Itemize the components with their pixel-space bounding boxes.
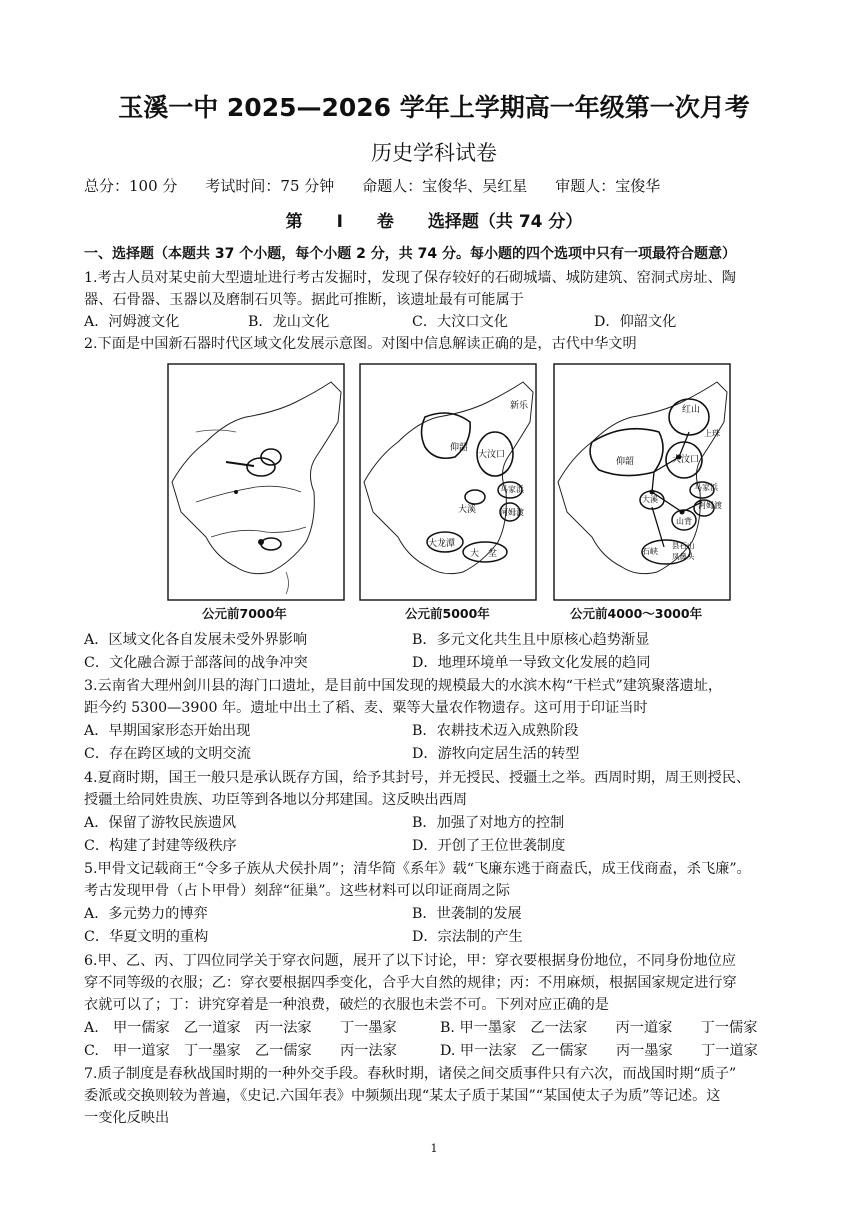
label-shanbei: 山背 xyxy=(676,517,692,526)
q7-line-3: 一变化反映出 xyxy=(84,1110,170,1126)
label-dawenkou-2: 大汶口 xyxy=(478,450,506,460)
q4-option-d: D．开创了王位世袭制度 xyxy=(412,838,566,854)
map-caption-3: 公元前4000～3000年 xyxy=(570,606,703,621)
label-dalongtan: 大龙潭 xyxy=(428,539,456,549)
reviewer: 审题人：宝俊华 xyxy=(555,177,661,195)
label-hemudu-3: 河姆渡 xyxy=(698,501,722,510)
q1-line-2: 器、石骨器、玉器以及磨制石贝等。据此可推断，该遗址最有可能属于 xyxy=(84,292,524,308)
q3-line-1: 3.云南省大理州剑川县的海门口遗址，是目前中国发现的规模最大的水滨木构“干栏式”建筑聚落遗址， xyxy=(84,678,723,694)
label-dawenkou-3: 大汶口 xyxy=(672,455,700,465)
q1-option-a: A．河姆渡文化 xyxy=(84,314,180,330)
q5-option-d: D．宗法制的产生 xyxy=(412,929,523,945)
q1-option-b: B．龙山文化 xyxy=(248,314,330,330)
q3-option-b: B．农耕技术迈入成熟阶段 xyxy=(412,723,579,739)
authors: 命题人：宝俊华、吴红星 xyxy=(362,177,528,195)
q2-option-b: B．多元文化共生且中原核心趋势渐显 xyxy=(412,632,650,648)
label-fengbitou: 凤鼻头 xyxy=(672,552,695,561)
label-majiabang-3: 马家浜 xyxy=(694,483,718,492)
q7-line-2: 委派或交换则较为普遍，《史记.六国年表》中频频出现“某太子质于某国”“某国使太子为质”等记述。这 xyxy=(84,1088,721,1104)
label-shangzhu: 上珠 xyxy=(704,429,720,438)
map-caption-2: 公元前5000年 xyxy=(405,606,490,621)
q5-option-c: C．华夏文明的重构 xyxy=(84,929,209,945)
q6-option-c: C. 甲一道家 丁一墨家 乙一儒家 丙一法家 xyxy=(84,1043,397,1059)
label-daben: 大 坌 xyxy=(470,549,498,559)
q4-line-2: 授疆土给同姓贵族、功臣等到各地以分邦建国。这反映出西周 xyxy=(84,792,468,808)
label-shixia: 石峡 xyxy=(642,547,658,556)
q2-option-c: C．文化融合源于部落间的战争冲突 xyxy=(84,655,308,671)
map-4000-3000bc xyxy=(554,364,730,600)
exam-time: 考试时间：75 分钟 xyxy=(205,177,335,195)
label-yangshao-2: 仰韶 xyxy=(450,443,469,453)
total-score: 总分：100 分 xyxy=(84,177,178,195)
label-hongshan: 红山 xyxy=(682,405,701,415)
q3-option-d: D．游牧向定居生活的转型 xyxy=(412,746,580,762)
maps-figure xyxy=(166,362,732,624)
q5-option-b: B．世袭制的发展 xyxy=(412,906,522,922)
q1-option-c: C．大汶口文化 xyxy=(412,314,508,330)
q2-line-1: 2.下面是中国新石器时代区域文化发展示意图。对图中信息解读正确的是，古代中华文明 xyxy=(84,336,637,352)
label-yangshao-3: 仰韶 xyxy=(616,457,635,467)
q2-option-a: A．区域文化各自发展未受外界影响 xyxy=(84,632,308,648)
q4-option-a: A．保留了游牧民族遗风 xyxy=(84,815,237,831)
q3-option-a: A．早期国家形态开始出现 xyxy=(84,723,251,739)
label-xinle: 新乐 xyxy=(510,401,529,411)
section-heading: 一、选择题（本题共 37 个小题，每个小题 2 分，共 74 分。每小题的四个选项中只有一项最符合题意） xyxy=(84,246,736,262)
q3-line-2: 距今约 5300—3900 年。遗址中出土了稻、麦、粟等大量农作物遗存。这可用于印证当时 xyxy=(84,700,648,716)
exam-meta xyxy=(84,175,688,196)
page-number: 1 xyxy=(430,1142,438,1155)
map-caption-1: 公元前7000年 xyxy=(202,606,287,621)
exam-title: 玉溪一中 2025—2026 学年上学期高一年级第一次月考 xyxy=(118,93,750,122)
q6-line-3: 衣就可以了；丁：讲究穿着是一种浪费，破烂的衣服也未尝不可。下列对应正确的是 xyxy=(84,997,609,1013)
q4-option-b: B．加强了对地方的控制 xyxy=(412,815,565,831)
label-xianshishan: 县石山 xyxy=(672,541,695,550)
q1-line-1: 1.考古人员对某史前大型遗址进行考古发掘时，发现了保存较好的石砌城墙、城防建筑、窑洞式房址、陶 xyxy=(84,270,736,286)
q5-option-a: A．多元势力的博弈 xyxy=(84,906,208,922)
q1-option-d: D．仰韶文化 xyxy=(594,314,677,330)
neolithic-culture-maps xyxy=(166,362,732,624)
q7-line-1: 7.质子制度是春秋战国时期的一种外交手段。春秋时期，诸侯之间交质事件只有六次，而战国时期“质子” xyxy=(84,1066,737,1082)
part-heading: 第 I 卷 选择题（共 74 分） xyxy=(285,212,583,232)
map-7000bc xyxy=(168,364,344,600)
label-majiabang-2: 马家浜 xyxy=(500,485,524,494)
label-daxi-2: 大溪 xyxy=(458,505,477,515)
q6-line-1: 6.甲、乙、丙、丁四位同学关于穿衣问题，展开了以下讨论，甲：穿衣要根据身份地位，不同身份地位应 xyxy=(84,953,736,969)
q3-option-c: C．存在跨区域的文明交流 xyxy=(84,746,251,762)
q4-option-c: C．构建了封建等级秩序 xyxy=(84,838,237,854)
q6-option-a: A. 甲一儒家 乙一道家 丙一法家 丁一墨家 xyxy=(84,1020,397,1036)
map-5000bc xyxy=(360,364,536,600)
q6-line-2: 穿不同等级的衣服；乙：穿衣要根据四季变化，合乎大自然的规律；丙：不用麻烦，根据国家规定进行穿 xyxy=(84,975,737,991)
exam-subtitle: 历史学科试卷 xyxy=(371,141,497,165)
q2-option-d: D．地理环境单一导致文化发展的趋同 xyxy=(412,655,651,671)
label-hemudu-2: 河姆渡 xyxy=(500,508,524,517)
label-daxi-3: 大溪 xyxy=(642,495,658,504)
q5-line-2: 考古发现甲骨（占卜甲骨）刻辞“征巢”。这些材料可以印证商周之际 xyxy=(84,883,510,899)
q5-line-1: 5.甲骨文记载商王“令多子族从犬侯扑周”；清华简《系年》载“飞廉东逃于商盍氏，成王伐商盍，杀飞廉”。 xyxy=(84,861,751,877)
q6-option-d: D. 甲一法家 乙一儒家 丙一墨家 丁一道家 xyxy=(440,1043,758,1059)
q4-line-1: 4.夏商时期，国王一般只是承认既存方国，给予其封号，并无授民、授疆土之举。西周时期，周王则授民、 xyxy=(84,770,751,786)
q6-option-b: B. 甲一墨家 乙一法家 丙一道家 丁一儒家 xyxy=(440,1020,758,1036)
